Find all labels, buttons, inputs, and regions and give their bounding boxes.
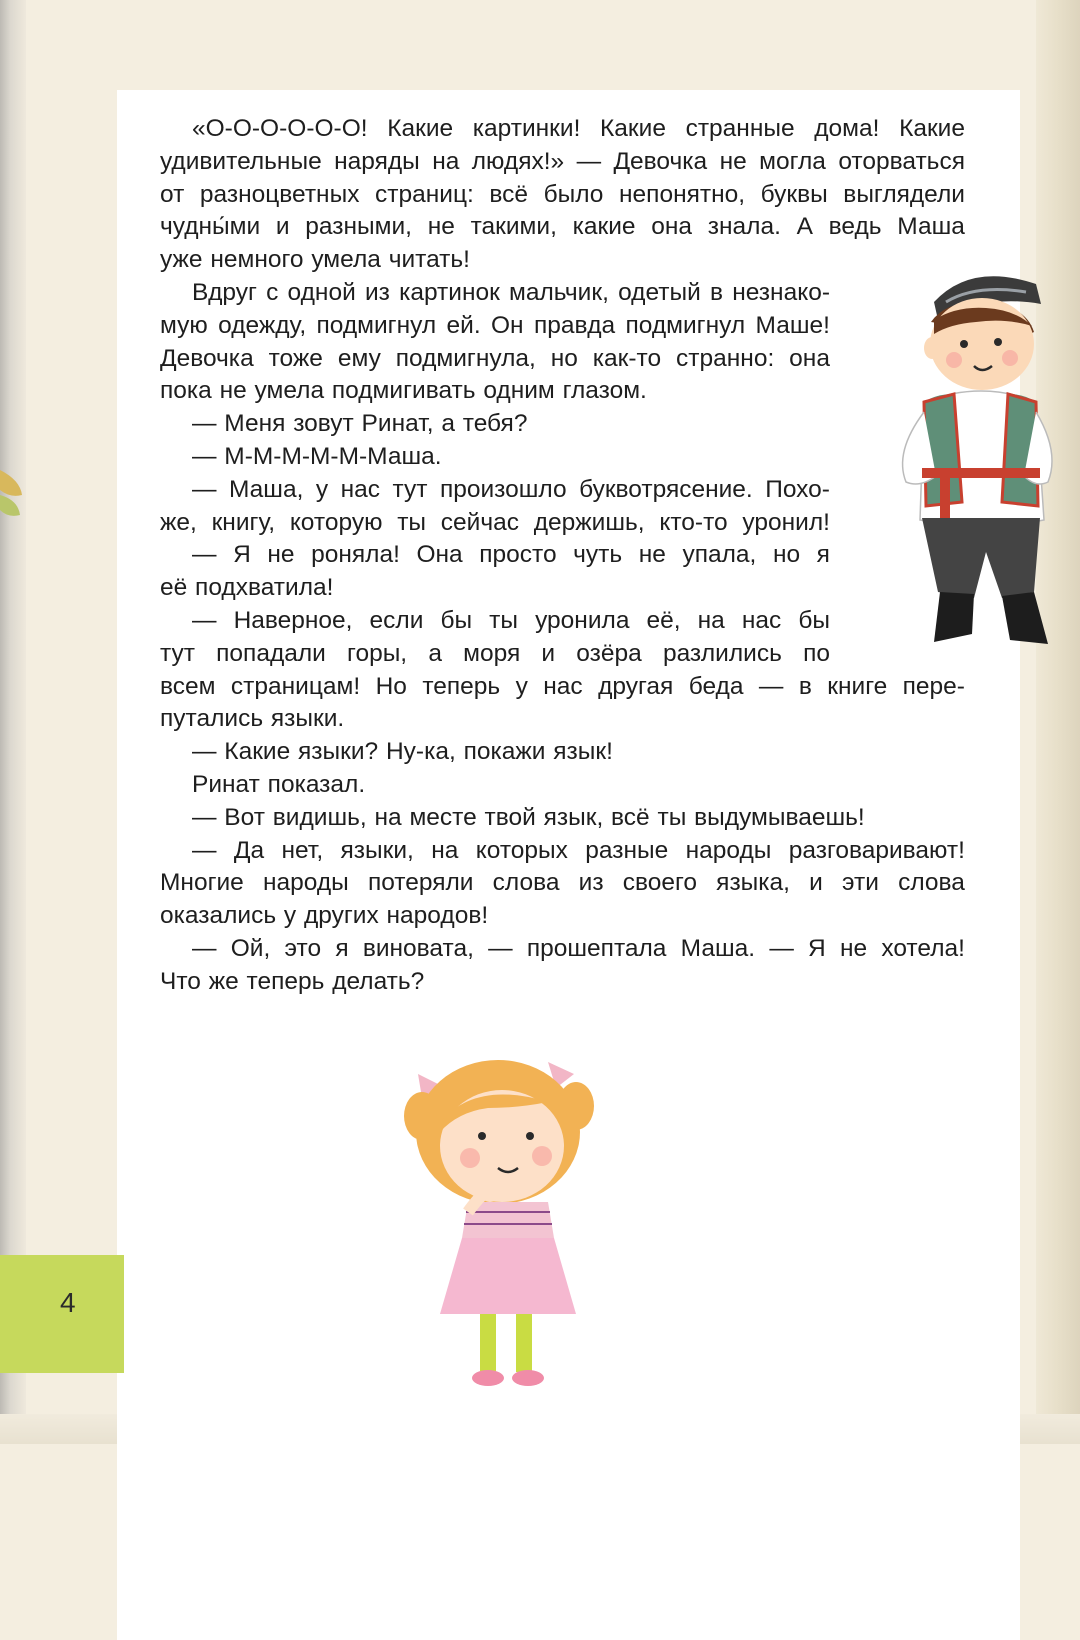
story-line: уже немного умела читать! xyxy=(160,246,470,274)
story-line: — Наверное, если бы ты уронила её, на нас бы xyxy=(192,606,830,634)
story-line: тут попадали горы, а моря и озёра разлились по xyxy=(160,639,830,667)
story-line: — М-М-М-М-М-Маша. xyxy=(192,442,442,470)
story-line: — Ой, это я виновата, — прошептала Маша. — Я не хотела! xyxy=(192,934,965,962)
story-line: — Меня зовут Ринат, а тебя? xyxy=(192,410,528,438)
story-line: Девочка тоже ему подмигнула, но как-то странно: она xyxy=(160,344,830,372)
story-line: её подхватила! xyxy=(160,574,334,602)
story-line: — Маша, у нас тут произошло буквотрясение. Похо- xyxy=(192,475,830,503)
story-line: пока не умела подмигивать одним глазом. xyxy=(160,377,647,405)
story-line: всем страницам! Но теперь у нас другая беда — в книге пере- xyxy=(160,672,965,700)
story-line: Что же теперь делать? xyxy=(160,967,425,995)
story-line: от разноцветных страниц: всё было непонятно, буквы выглядели xyxy=(160,180,965,208)
story-line: Ринат показал. xyxy=(192,770,366,798)
story-line: — Я не роняла! Она просто чуть не упала, но я xyxy=(192,541,830,569)
girl-illustration xyxy=(398,1052,603,1397)
story-line: чудны́ми и разными, не такими, какие она знала. А ведь Маша xyxy=(160,213,965,241)
scan-edge-right xyxy=(1036,0,1080,1444)
story-line: путались языки. xyxy=(160,705,345,733)
boy-illustration xyxy=(876,262,1056,654)
story-line: — Да нет, языки, на которых разные народы разговаривают! xyxy=(192,836,965,864)
scan-edge-left xyxy=(0,0,26,1444)
story-line: мую одежду, подмигнул ей. Он правда подмигнул Маше! xyxy=(160,311,830,339)
story-line: — Вот видишь, на месте твой язык, всё ты выдумываешь! xyxy=(192,803,865,831)
story-line: «О-О-О-О-О-О! Какие картинки! Какие странные дома! Какие xyxy=(192,115,965,142)
story-line: удивительные наряды на людях!» — Девочка не могла оторваться xyxy=(160,147,965,175)
leaf-decoration xyxy=(0,440,34,530)
story-line: — Какие языки? Ну-ка, покажи язык! xyxy=(192,738,613,766)
page-number: 4 xyxy=(60,1287,76,1318)
story-line: Вдруг с одной из картинок мальчик, одетый в незнако- xyxy=(192,278,830,306)
story-line: оказались у других народов! xyxy=(160,902,489,930)
story-text xyxy=(160,113,965,999)
story-line: же, книгу, которую ты сейчас держишь, кто-то уронил! xyxy=(160,508,830,536)
story-line: Многие народы потеряли слова из своего языка, и эти слова xyxy=(160,869,965,897)
